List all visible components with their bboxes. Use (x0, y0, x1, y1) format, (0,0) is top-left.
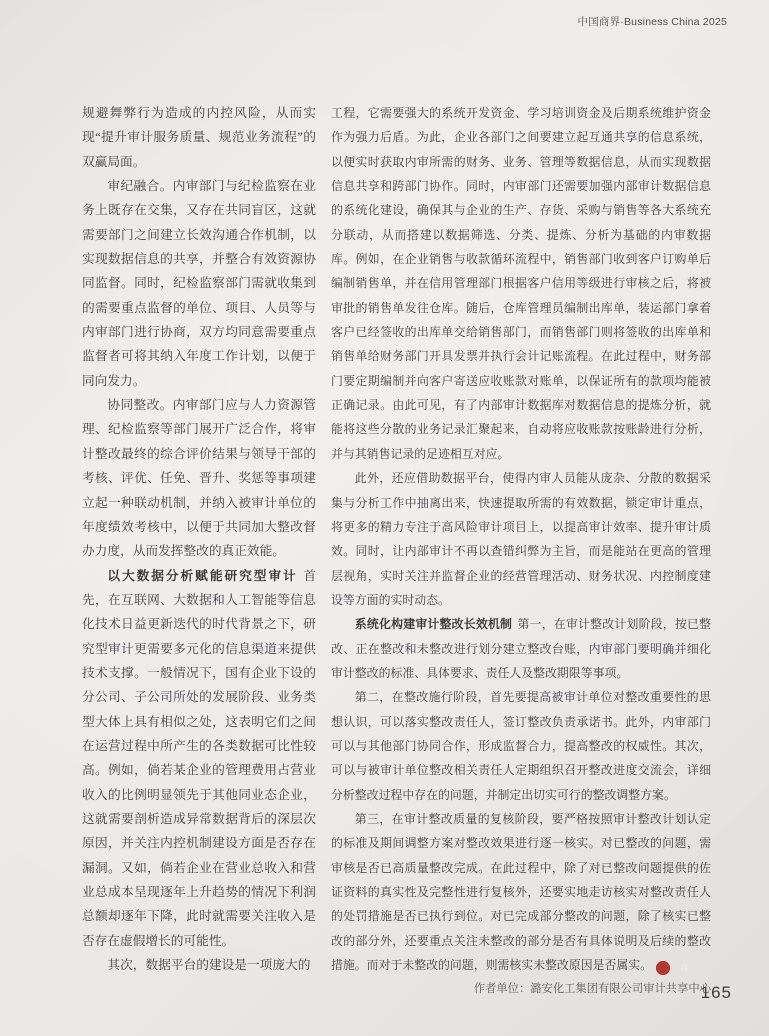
paragraph (331, 612, 711, 685)
right-column (331, 101, 711, 1002)
paragraph: 协同整改。内审部门应与人力资源管理、纪检监察等部门展开广泛合作，将审计整改最终的综合评价结果与领导干部的考核、评优、任免、晋升、奖惩等事项建立起一种联动机制，并纳入被审计单位的年度绩效考核中，以便于共同加大整改督办力度，从而发挥整改的真正效能。 (82, 398, 316, 559)
section-heading-big-data-audit: 以大数据分析赋能研究型审计 (107, 568, 298, 583)
magazine-header: 中国商界·Business China 2025 (577, 16, 727, 28)
paragraph: 第二，在整改施行阶段，首先要提高被审计单位对整改重要性的思想认识，可以落实整改责任人，签订整改负责承诺书。此外，内审部门可以与其他部门协同合作，形成监督合力，提高整改的权威性。其次，可以与被审计单位整改相关责任人定期组织召开整改进度交流会，详细分析整改过程中存在的问题，并制定出切实可行的整改调整方案。 (331, 690, 711, 802)
paragraph: 此外，还应借助数据平台，使得内审人员能从庞杂、分散的数据采集与分析工作中抽离出来，快速提取所需的有效数据，锁定审计重点，将更多的精力专注于高风险审计项目上，以提高审计效率、提升审计质效。同时，让内部审计不再以查错纠弊为主旨，而是能站在更高的管理层视角，实时关注并监督企业的经营管理活动、财务状况、内控制度建设等方面的实时动态。 (331, 471, 711, 607)
paragraph-text: 首先，在互联网、大数据和人工智能等信息化技术日益更新迭代的时代背景之下，研究型审计更需要多元化的信息渠道来提供技术支撑。一般情况下，国有企业下设的分公司、子公司所处的发展阶段、业务类型大体上具有相似之处，这表明它们之间在运营过程中所产生的各类数据可比性较高。例如，倘若某企业的管理费用占营业收入的比例明显领先于其他同业态企业，这就需要剖析造成异常数据背后的深层次原因，并关注内控机制建设方面是否存在漏洞。又如，倘若企业在营业总收入和营业总成本呈现逐年上升趋势的情况下利润总额却逐年下降，此时就需要关注收入是否存在虚假增长的可能性。 (82, 568, 316, 948)
paragraph (331, 807, 711, 977)
paragraph-continued: 工程，它需要强大的系统开发资金、学习培训资金及后期系统维护资金作为强力后盾。为此，企业各部门之间要建立起互通共享的信息系统，以便实时获取内审所需的财务、业务、管理等数据信息，从而实现数据信息共享和跨部门协作。同时，内审部门还需要加强内部审计数据信息的系统化建设，确保其与企业的生产、存货、采购与销售等各大系统充分联动，从而搭建以数据筛选、分类、提炼、分析为基础的内审数据库。例如，在企业销售与收款循环流程中，销售部门收到客户订购单后编制销售单，并在信用管理部门根据客户信用等级进行审核之后，将被审批的销售单发往仓库。随后，仓库管理员编制出库单，装运部门拿着客户已经签收的出库单交给销售部门，而销售部门则将签收的出库单和销售单给财务部门开具发票并执行会计记账流程。在此过程中，财务部门要定期编制并向客户寄送应收账款对账单，以保证所有的款项均能被正确记录。由此可见，有了内部审计数据库对数据信息的提炼分析，就能将这些分散的业务记录汇聚起来，自动将应收账款按账龄进行分析，并与其销售记录的足迹相互对应。 (331, 106, 711, 461)
paragraph-continued: 规避舞弊行为造成的内控风险，从而实现“提升审计服务质量、规范业务流程”的双赢局面。 (82, 106, 316, 169)
page-number: 165 (700, 983, 732, 1002)
paragraph: 审纪融合。内审部门与纪检监察在业务上既存在交集，又存在共同盲区，这就需要部门之间建立长效沟通合作机制，以实现数据信息的共享，并整合有效资源协同监督。同时，纪检监察部门需就收集到的需要重点监督的单位、项目、人员等与内审部门进行协商，双方均同意需要重点监督者可将其纳入年度工作计划，以便于同向发力。 (82, 179, 316, 388)
author-affiliation: 作者单位：潞安化工集团有限公司审计共享中心 (473, 983, 711, 996)
paragraph-text: 第三，在审计整改质量的复核阶段，要严格按照审计整改计划认定的标准及期间调整方案对整改效果进行逐一核实。对已整改的问题，需审核是否已高质量整改完成。在此过程中，除了对已整改问题提供的佐证资料的真实性及完整性进行复核外，还要实地走访核实对整改责任人的处罚措施是否已执行到位。对已完成部分整改的问题，除了核实已整改的部分外，还要重点关注未整改的部分是否有具体说明及后续的整改措施。而对于未整改的问题，则需核实未整改原因是否属实。 (331, 811, 711, 973)
section-heading-rectification-mechanism: 系统化构建审计整改长效机制 (354, 617, 513, 632)
paragraph (82, 564, 316, 954)
paragraph-text: 第一，在审计整改计划阶段，按已整改、正在整改和未整改进行划分建立整改台账，内审部门要明确并细化审计整改的标准、具体要求、责任人及整改期限等事项。 (331, 617, 711, 680)
paragraph: 其次，数据平台的建设是一项庞大的 (107, 958, 311, 973)
left-column (82, 101, 316, 977)
article-end-seal-icon: 商 (656, 961, 670, 975)
